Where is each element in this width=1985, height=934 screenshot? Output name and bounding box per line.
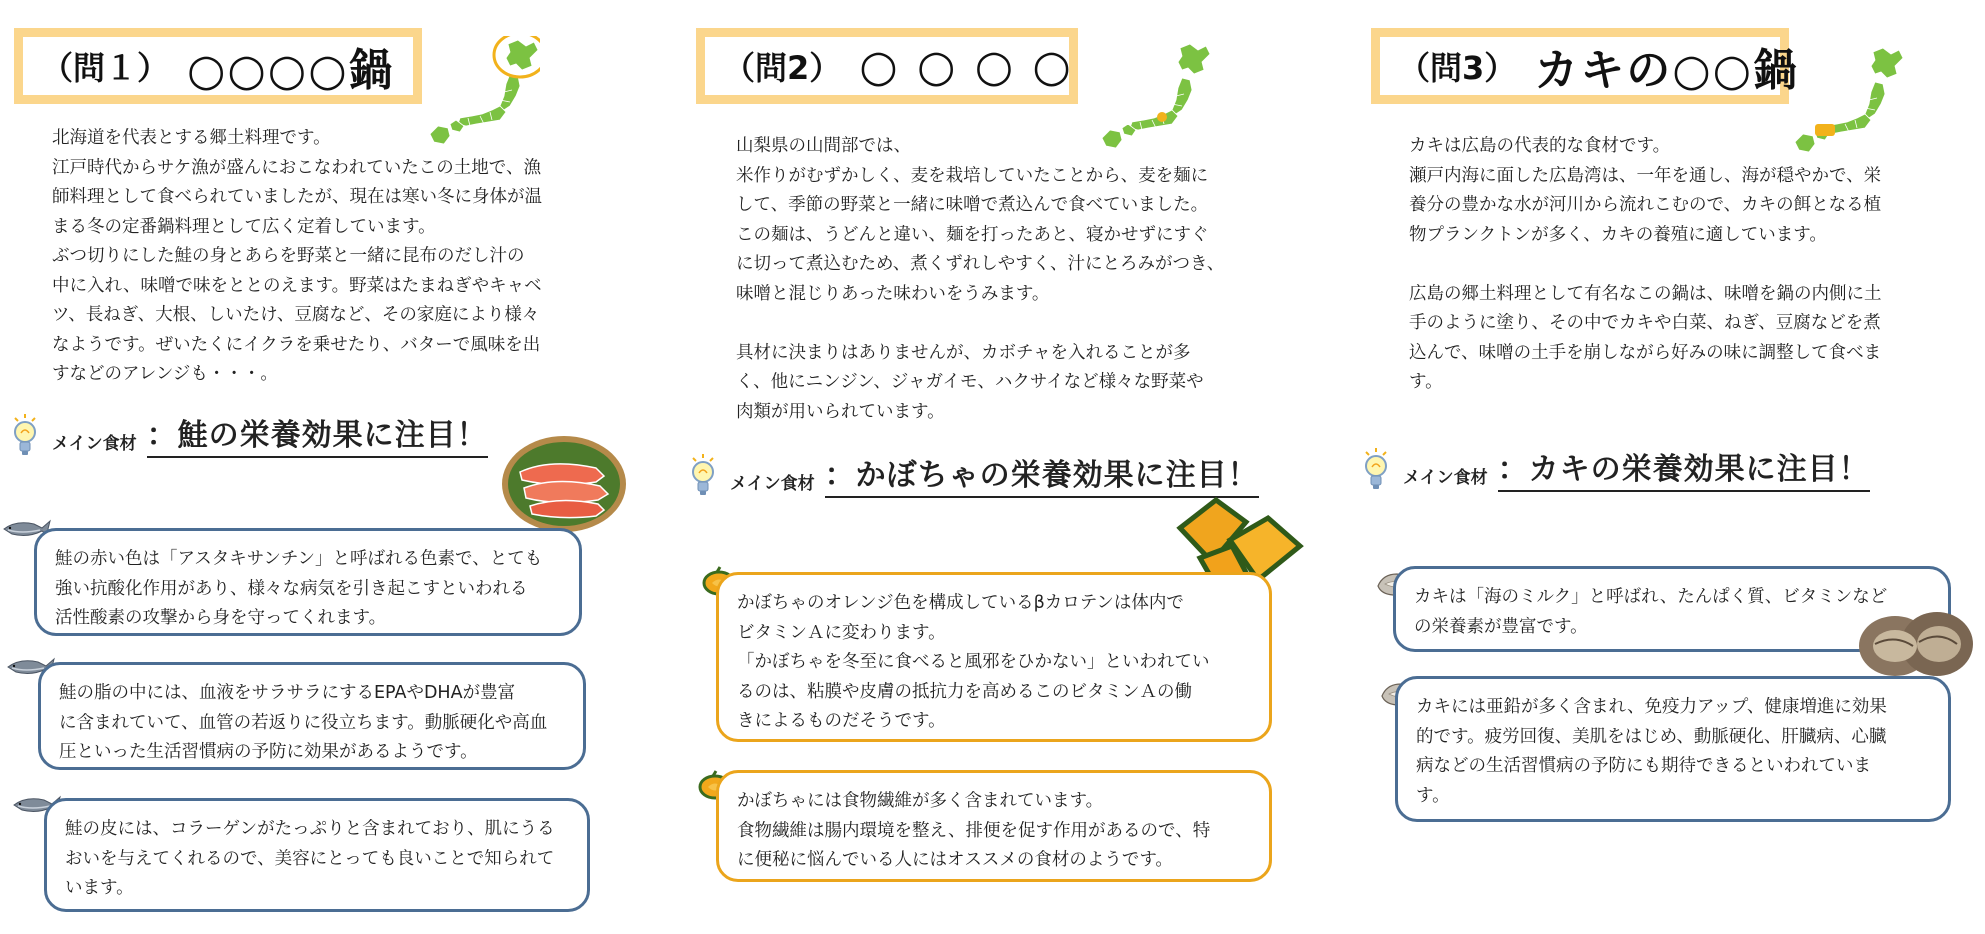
main-ingredient-heading	[1363, 444, 1870, 492]
oyster-photo	[1855, 604, 1977, 686]
intro-text: 北海道を代表とする郷土料理です。 江戸時代からサケ漁が盛んにおこなわれていたこの土地で、漁 師料理として食べられていましたが、現在は寒い冬に身体が温 まる冬の定番鍋料理として広く定着しています。 ぶつ切りにした鮭の身とあらを野菜と一緒に昆布のだし汁の 中に入れ、味噌で味をととのえます。野菜はたまねぎやキャベ ツ、長ねぎ、大根、しいたけ、豆腐など、その家庭により様々 なようです。ぜいたくにイクラを乗せたり、バターで風味を出 すなどのアレンジも・・・。	[52, 128, 542, 384]
question-number: （問2）	[723, 49, 842, 87]
main-ingredient-label: メイン食材	[52, 434, 137, 454]
intro-text: 山梨県の山間部では、 米作りがむずかしく、麦を栽培していたことから、麦を麺に して、季節の野菜と一緒に味噌で煮込んで食べていました。 この麺は、うどんと違い、麺を打ったあと、寝かせずにすぐ に切って煮込むため、煮くずれしやすく、汁にとろみがつき、 味噌と混じりあった味わいをうみます。 具材に決まりはありませんが、カボチャを入れることが多 く、他にニンジン、ジャガイモ、ハクサイなど様々な野菜や 肉類が用いられています。	[736, 136, 1225, 422]
question-number: （問3）	[1398, 49, 1517, 87]
nutrition-card-1: かぼちゃのオレンジ色を構成しているβカロテンは体内で ビタミンＡに変わります。 「かぼちゃを冬至に食べると風邪をひかない」といわれてい るのは、粘膜や皮膚の抵抗力を高めるこのビタミンＡの働 きによるものだそうです。	[716, 572, 1272, 742]
main-ingredient-headline: ：かぼちゃの栄養効果に注目！	[825, 450, 1259, 498]
nutrition-card-2: 鮭の脂の中には、血液をサラサラにするEPAやDHAが豊富 に含まれていて、血管の若返りに役立ちます。動脈硬化や高血 圧といった生活習慣病の予防に効果があるようです。	[38, 662, 586, 770]
question-1-title	[14, 28, 422, 104]
main-ingredient-label: メイン食材	[730, 474, 815, 494]
main-ingredient-heading	[12, 410, 488, 458]
question-title: ○○○○鍋	[187, 45, 395, 96]
nutrition-card-3: 鮭の皮には、コラーゲンがたっぷりと含まれており、肌にうる おいを与えてくれるので、美容にとっても良いことで知られて います。	[44, 798, 590, 912]
question-title: カキの○○鍋	[1534, 45, 1800, 96]
question-3-title	[1371, 28, 1800, 104]
nutrition-card-2: かぼちゃには食物繊維が多く含まれています。 食物繊維は腸内環境を整え、排便を促す作用があるので、特 に便秘に悩んでいる人にはオススメの食材のようです。	[716, 770, 1272, 882]
lightbulb-icon	[690, 454, 716, 498]
lightbulb-icon	[1363, 448, 1389, 492]
salmon-photo	[500, 428, 628, 534]
question-number: （問１）	[41, 49, 170, 87]
panel-question-2	[680, 0, 1320, 934]
main-ingredient-headline: ：鮭の栄養効果に注目！	[147, 410, 488, 458]
nutrition-card-1: 鮭の赤い色は「アスタキサンチン」と呼ばれる色素で、とても 強い抗酸化作用があり、様々な病気を引き起こすといわれる 活性酸素の攻撃から身を守ってくれます。	[34, 528, 582, 636]
intro-text: カキは広島の代表的な食材です。 瀬戸内海に面した広島湾は、一年を通し、海が穏やかで、栄 養分の豊かな水が河川から流れこむので、カキの餌となる植 物プランクトンが多く、カキの養殖に適しています。 広島の郷土料理として有名なこの鍋は、味噌を鍋の内側に土 手のように塗り、その中でカキや白菜、ねぎ、豆腐などを煮 込んで、味噌の土手を崩しながら好みの味に調整して食べま す。	[1409, 136, 1882, 392]
panel-question-3	[1355, 0, 1985, 934]
nutrition-card-1: カキは「海のミルク」と呼ばれ、たんぱく質、ビタミンなど の栄養素が豊富です。	[1393, 566, 1951, 652]
main-ingredient-label: メイン食材	[1403, 468, 1488, 488]
main-ingredient-heading	[690, 450, 1259, 498]
question-title: ○ ○ ○ ○	[859, 40, 1073, 92]
nutrition-card-2: カキには亜鉛が多く含まれ、免疫力アップ、健康増進に効果 的です。疲労回復、美肌をはじめ、動脈硬化、肝臓病、心臓 病などの生活習慣病の予防にも期待できるといわれていま す。	[1395, 676, 1951, 822]
question-2-title	[696, 28, 1078, 104]
panel-question-1	[0, 0, 640, 934]
main-ingredient-headline: ：カキの栄養効果に注目！	[1498, 444, 1870, 492]
lightbulb-icon	[12, 414, 38, 458]
